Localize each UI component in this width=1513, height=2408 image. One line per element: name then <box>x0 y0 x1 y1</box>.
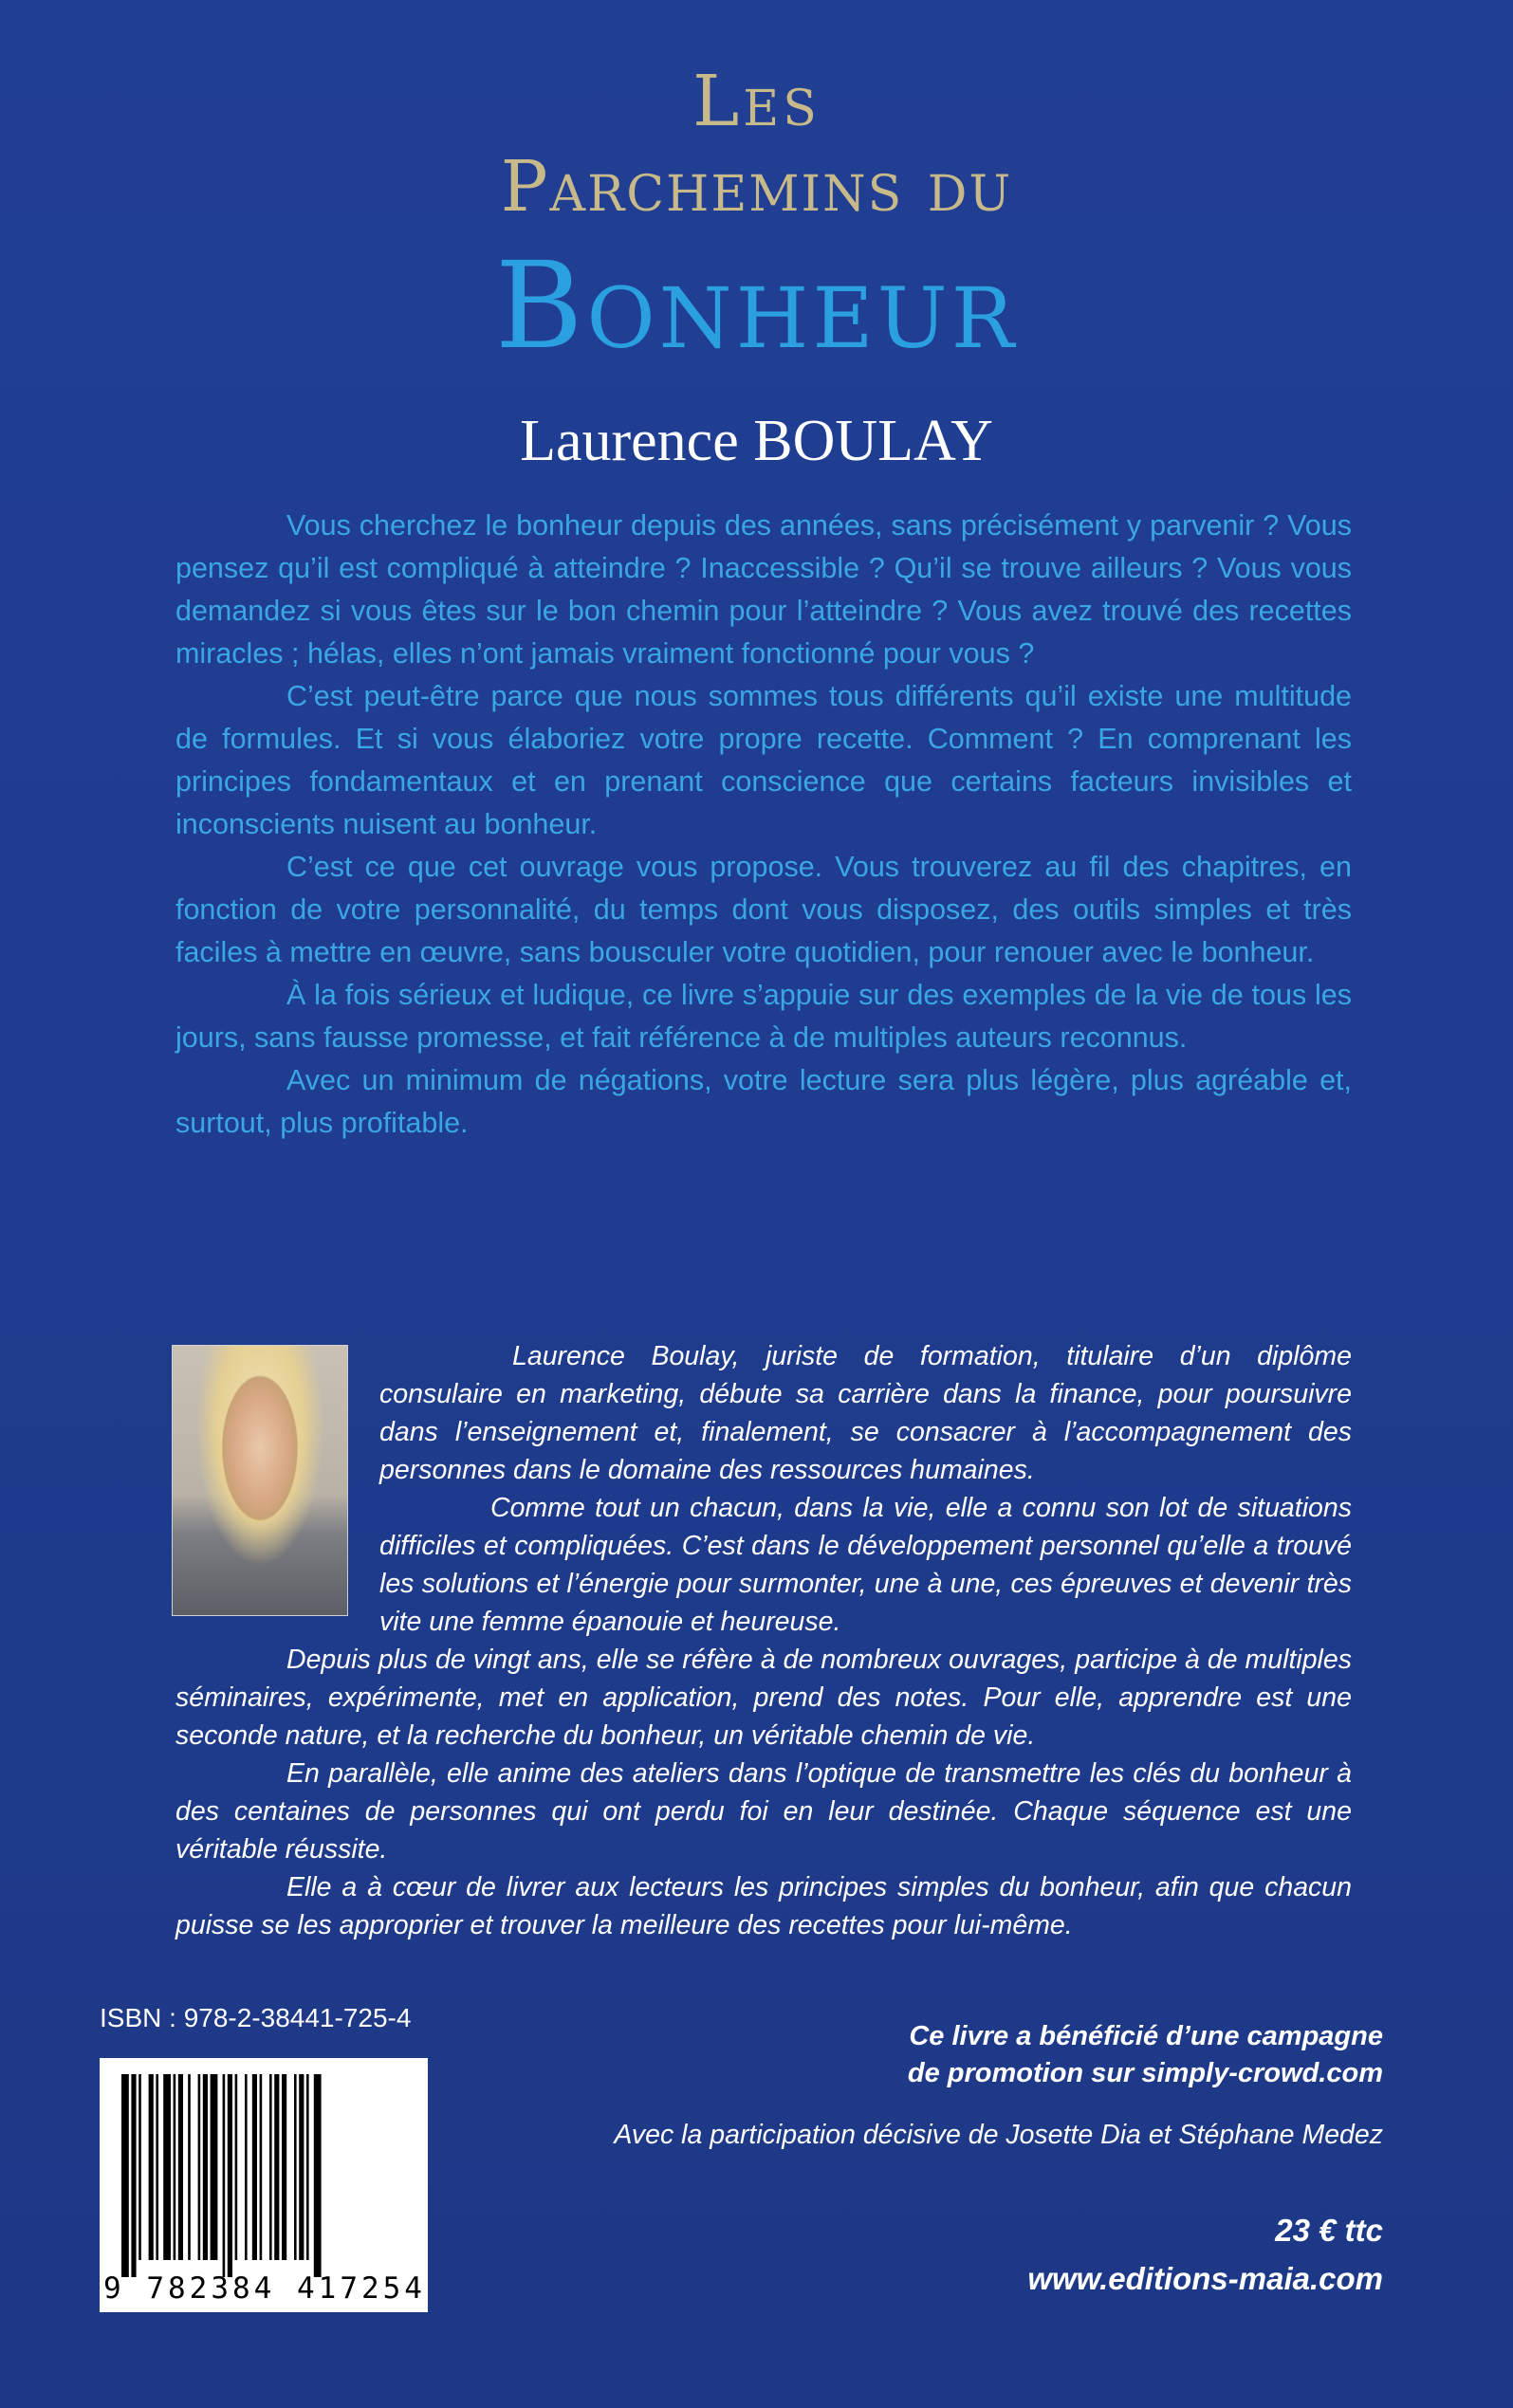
title-line-1: Les <box>692 61 821 142</box>
promo-line-2: de promotion sur simply-crowd.com <box>907 2058 1383 2088</box>
barcode-bar <box>269 2074 272 2260</box>
title-line-2: Parchemins du <box>500 146 1013 228</box>
blurb-paragraph: À la fois sérieux et ludique, ce livre s’appuie sur des exemples de la vie de tous les jours, sans fausse promesse, et fait référence à de multiples auteurs reconnus. <box>175 979 1352 1054</box>
barcode-bar <box>163 2074 171 2260</box>
barcode-bar <box>299 2074 304 2260</box>
barcode-bar <box>203 2074 208 2260</box>
bio-paragraph: Laurence Boulay, juriste de formation, titulaire d’un diplôme consulaire en marketing, débute sa carrière dans la finance, pour poursuivre dans l’enseignement et, finalement, se consacrer à l’accompagnement des personnes dans le domaine des ressources humaines. <box>379 1341 1352 1485</box>
barcode-bar <box>314 2074 322 2277</box>
author-bio <box>175 1337 1352 1944</box>
barcode-bar <box>245 2074 248 2260</box>
bio-paragraph: Depuis plus de vingt ans, elle se réfère à de nombreux ouvrages, participe à de multiples séminaires, expérimente, met en application, prend des notes. Pour elle, apprendre est une seconde nature, et la recherche du bonheur, un véritable chemin de vie. <box>175 1645 1352 1751</box>
barcode-bar <box>198 2074 201 2260</box>
barcode-bar <box>149 2074 154 2260</box>
blurb-paragraph: Vous cherchez le bonheur depuis des années, sans précisément y parvenir ? Vous pensez qu’il est compliqué à atteindre ? Inaccessible ? Qu’il se trouve ailleurs ? Vous vous demandez si vous êtes sur le bon chemin pour l’atteindre ? Vous avez trouvé des recettes miracles ; hélas, elles n’ont jamais vraiment fonctionné pour vous ? <box>175 509 1352 670</box>
book-title <box>0 61 1513 379</box>
barcode-bar <box>282 2074 286 2260</box>
barcode-bar <box>188 2074 191 2260</box>
barcode <box>100 2058 428 2312</box>
blurb-paragraph: C’est ce que cet ouvrage vous propose. Vous trouverez au fil des chapitres, en fonction de votre personnalité, du temps dont vous disposez, des outils simples et très faciles à mettre en œuvre, sans bousculer votre quotidien, pour renouer avec le bonheur. <box>175 851 1352 968</box>
barcode-bar <box>156 2074 158 2260</box>
barcode-bar <box>235 2074 238 2260</box>
bio-paragraph: Elle a à cœur de livrer aux lecteurs les principes simples du bonheur, afin que chacun puisse se les approprier et trouver la meilleure des recettes pour lui-même. <box>175 1872 1352 1940</box>
promo-text <box>908 2018 1383 2092</box>
website-link[interactable]: www.editions-maia.com <box>1027 2261 1383 2296</box>
barcode-bar <box>138 2074 141 2260</box>
barcode-bar <box>211 2074 218 2260</box>
isbn-label: ISBN : 978-2-38441-725-4 <box>100 2003 412 2032</box>
blurb <box>175 505 1352 1145</box>
promo-line-1: Ce livre a bénéficié d’une campagne <box>909 2021 1383 2051</box>
barcode-bar <box>294 2074 297 2260</box>
bio-paragraph: En parallèle, elle anime des ateliers dans l’optique de transmettre les clés du bonheur à des centaines de personnes qui ont perdu foi en leur destinée. Chaque séquence est une véritable réussite. <box>175 1758 1352 1865</box>
barcode-bar <box>260 2074 263 2260</box>
barcode-bar <box>274 2074 279 2260</box>
barcode-bar <box>228 2074 232 2277</box>
blurb-paragraph: Avec un minimum de négations, votre lecture sera plus légère, plus agréable et, surtout, plus profitable. <box>175 1064 1352 1139</box>
barcode-bar <box>178 2074 183 2260</box>
barcode-bar <box>252 2074 257 2260</box>
title-line-3: Bonheur <box>494 236 1019 376</box>
bio-paragraph: Comme tout un chacun, dans la vie, elle a connu son lot de situations difficiles et compliquées. C’est dans le développement personnel qu’elle a trouvé les solutions et l’énergie pour surmonter, une à une, ces épreuves et devenir très vite une femme épanouie et heureuse. <box>379 1493 1352 1637</box>
participation-text: Avec la participation décisive de Josette Dia et Stéphane Medez <box>614 2120 1383 2150</box>
blurb-paragraph: C’est peut-être parce que nous sommes tous différents qu’il existe une multitude de formules. Et si vous élaboriez votre propre recette. Comment ? En comprenant les principes fondamentaux et en prenant conscience que certains facteurs invisibles et inconscients nuisent au bonheur. <box>175 680 1352 840</box>
barcode-digits: 9 782384 417254 <box>103 2271 426 2306</box>
barcode-bar <box>174 2074 176 2260</box>
price: 23 € ttc <box>1275 2213 1383 2248</box>
barcode-bar <box>223 2074 226 2277</box>
author-name: Laurence BOULAY <box>520 409 993 473</box>
barcode-bar <box>131 2074 136 2277</box>
barcode-bar <box>121 2074 129 2277</box>
barcode-bar <box>306 2074 309 2260</box>
